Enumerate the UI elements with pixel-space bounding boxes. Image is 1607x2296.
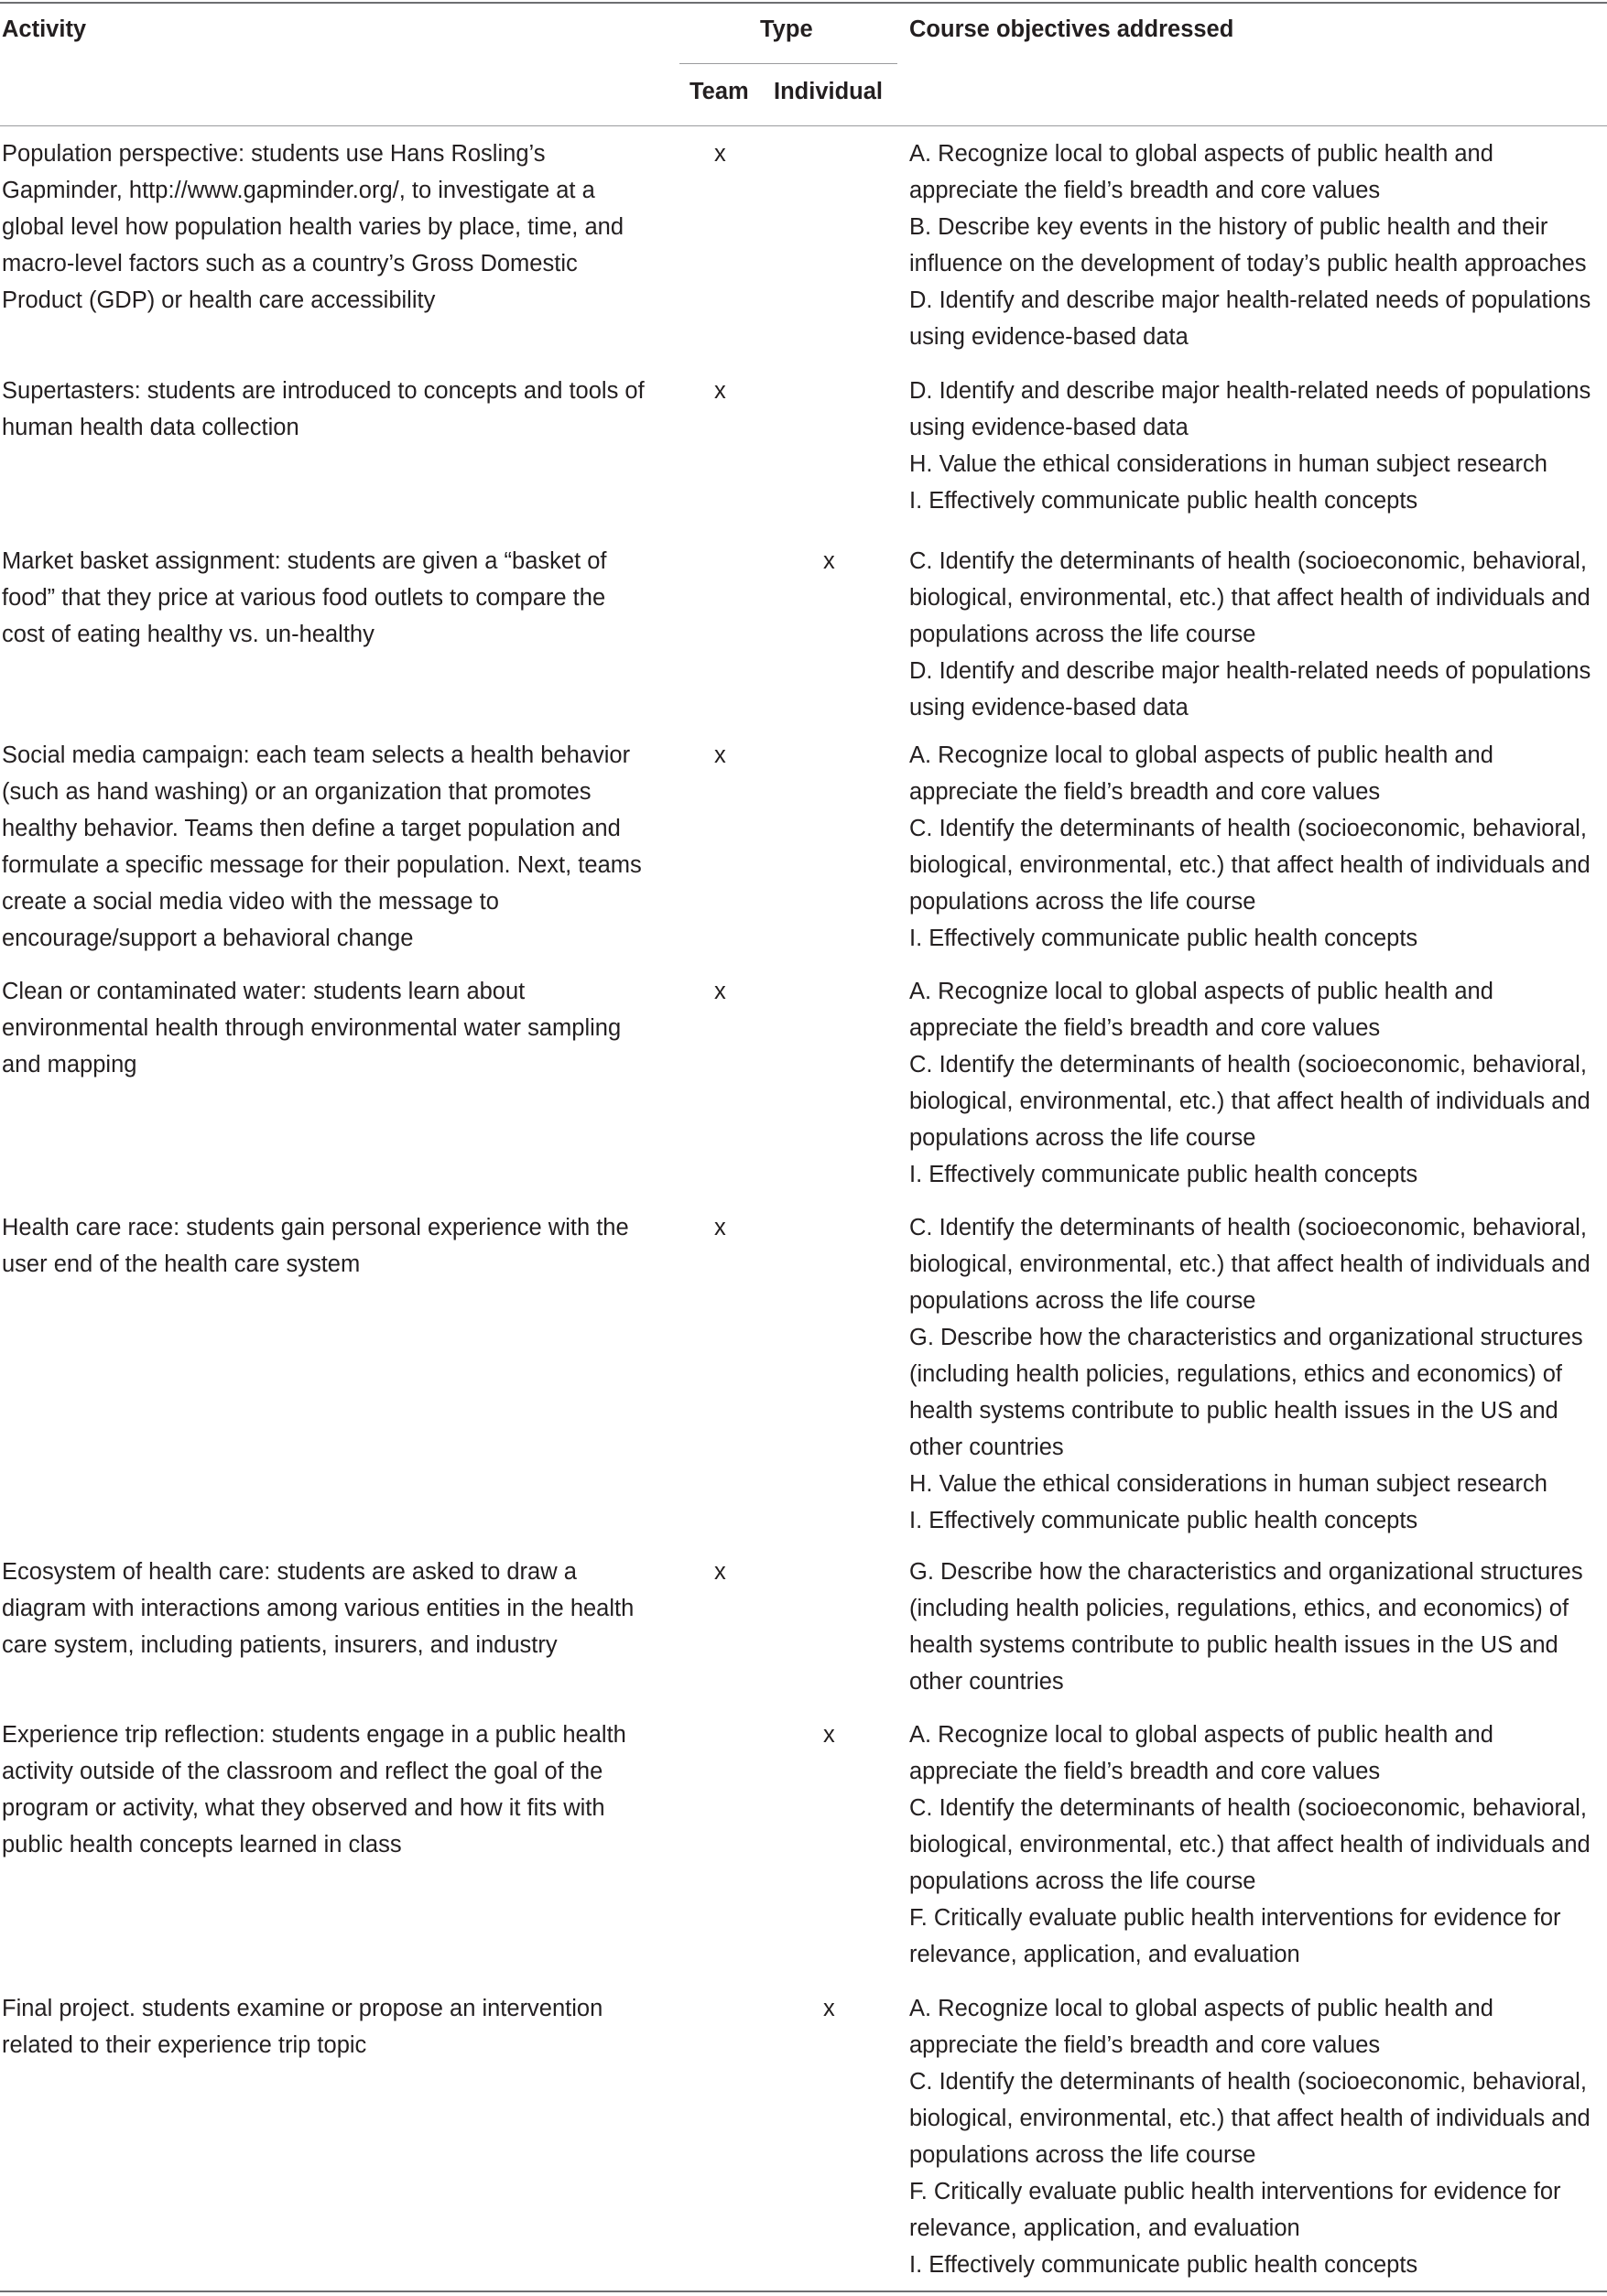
activity-line: user end of the health care system	[2, 1251, 361, 1277]
objectives-cell	[909, 973, 1591, 1193]
team-mark: x	[714, 141, 726, 167]
activity-line: encourage/support a behavioral change	[2, 926, 414, 951]
objective-line: D. Identify and describe major health-related needs of populations	[909, 658, 1591, 684]
activity-line: diagram with interactions among various entities in the health	[2, 1596, 635, 1621]
top-rule	[0, 2, 1607, 4]
objective-line: populations across the life course	[909, 1288, 1256, 1314]
header-individual: Individual	[774, 79, 884, 104]
team-mark: x	[714, 742, 726, 768]
team-mark: x	[714, 1215, 726, 1240]
individual-mark: x	[823, 1722, 835, 1748]
individual-mark: x	[823, 548, 835, 574]
objective-line: C. Identify the determinants of health (socioeconomic, behavioral,	[909, 1795, 1587, 1821]
objective-line: populations across the life course	[909, 889, 1256, 915]
activity-line: Ecosystem of health care: students are asked to draw a	[2, 1559, 577, 1585]
objective-line: G. Describe how the characteristics and organizational structures	[909, 1325, 1583, 1350]
activity-line: global level how population health varies by place, time, and	[2, 214, 624, 240]
objective-line: using evidence-based data	[909, 415, 1189, 440]
activity-cell	[2, 543, 607, 653]
activity-line: public health concepts learned in class	[2, 1832, 402, 1857]
type-subrule	[679, 63, 897, 64]
objective-line: biological, environmental, etc.) that affect health of individuals and	[909, 1088, 1591, 1114]
team-mark: x	[714, 378, 726, 404]
objectives-cell	[909, 1209, 1591, 1539]
activity-line: Clean or contaminated water: students learn about	[2, 979, 526, 1004]
objective-line: other countries	[909, 1669, 1064, 1695]
activity-line: care system, including patients, insurers, and industry	[2, 1632, 558, 1658]
objective-line: F. Critically evaluate public health interventions for evidence for	[909, 2179, 1561, 2204]
objective-line: G. Describe how the characteristics and organizational structures	[909, 1559, 1583, 1585]
objective-line: relevance, application, and evaluation	[909, 2215, 1300, 2241]
activity-line: Final project. students examine or propose an intervention	[2, 1996, 603, 2021]
activity-cell	[2, 1554, 634, 1663]
objectives-cell	[909, 543, 1591, 726]
objectives-cell	[909, 1554, 1583, 1700]
objective-line: C. Identify the determinants of health (socioeconomic, behavioral,	[909, 1052, 1587, 1078]
objective-line: appreciate the field’s breadth and core values	[909, 1015, 1381, 1041]
objective-line: using evidence-based data	[909, 324, 1189, 350]
objective-line: I. Effectively communicate public health concepts	[909, 926, 1418, 951]
objective-line: C. Identify the determinants of health (socioeconomic, behavioral,	[909, 816, 1587, 841]
bottom-rule	[0, 2291, 1607, 2292]
objectives-cell	[909, 373, 1591, 519]
activity-line: food” that they price at various food outlets to compare the	[2, 585, 606, 611]
objective-line: (including health policies, regulations, ethics, and economics) of	[909, 1596, 1569, 1621]
objectives-cell	[909, 737, 1591, 957]
objective-line: populations across the life course	[909, 1868, 1256, 1894]
objectives-cell	[909, 135, 1591, 355]
activity-cell	[2, 373, 645, 446]
objective-line: D. Identify and describe major health-related needs of populations	[909, 378, 1591, 404]
activity-line: Social media campaign: each team selects a health behavior	[2, 742, 631, 768]
individual-mark: x	[823, 1996, 835, 2021]
objective-line: biological, environmental, etc.) that affect health of individuals and	[909, 852, 1591, 878]
objective-line: populations across the life course	[909, 1125, 1256, 1151]
activity-cell	[2, 1717, 626, 1863]
objective-line: health systems contribute to public health issues in the US and	[909, 1398, 1558, 1424]
objective-line: populations across the life course	[909, 2142, 1256, 2168]
activity-cell	[2, 135, 624, 319]
activity-line: Health care race: students gain personal experience with the	[2, 1215, 629, 1240]
objective-line: A. Recognize local to global aspects of public health and	[909, 1996, 1493, 2021]
activity-cell	[2, 1209, 629, 1283]
objective-line: B. Describe key events in the history of public health and their	[909, 214, 1548, 240]
objective-line: I. Effectively communicate public health concepts	[909, 2252, 1418, 2278]
objective-line: A. Recognize local to global aspects of public health and	[909, 1722, 1493, 1748]
header-objectives: Course objectives addressed	[909, 16, 1234, 42]
objective-line: influence on the development of today’s public health approaches	[909, 251, 1587, 276]
activity-line: macro-level factors such as a country’s Gross Domestic	[2, 251, 578, 276]
objective-line: I. Effectively communicate public health concepts	[909, 1162, 1418, 1187]
objective-line: H. Value the ethical considerations in human subject research	[909, 451, 1547, 477]
objective-line: C. Identify the determinants of health (socioeconomic, behavioral,	[909, 2069, 1587, 2095]
objective-line: using evidence-based data	[909, 695, 1189, 720]
objective-line: biological, environmental, etc.) that affect health of individuals and	[909, 2106, 1591, 2131]
activity-line: Experience trip reflection: students engage in a public health	[2, 1722, 626, 1748]
objective-line: C. Identify the determinants of health (socioeconomic, behavioral,	[909, 548, 1587, 574]
activity-line: human health data collection	[2, 415, 299, 440]
header-type: Type	[760, 16, 813, 42]
objective-line: D. Identify and describe major health-related needs of populations	[909, 287, 1591, 313]
activity-line: activity outside of the classroom and reflect the goal of the	[2, 1759, 603, 1784]
activity-line: environmental health through environmental water sampling	[2, 1015, 622, 1041]
objective-line: A. Recognize local to global aspects of public health and	[909, 141, 1493, 167]
objective-line: A. Recognize local to global aspects of public health and	[909, 742, 1493, 768]
objective-line: A. Recognize local to global aspects of public health and	[909, 979, 1493, 1004]
activity-line: related to their experience trip topic	[2, 2032, 367, 2058]
activity-cell	[2, 973, 621, 1083]
objective-line: biological, environmental, etc.) that affect health of individuals and	[909, 1832, 1591, 1857]
objective-line: (including health policies, regulations, ethics and economics) of	[909, 1361, 1562, 1387]
activity-line: cost of eating healthy vs. un-healthy	[2, 622, 375, 647]
objective-line: appreciate the field’s breadth and core values	[909, 2032, 1381, 2058]
objectives-cell	[909, 1717, 1591, 1973]
objectives-cell	[909, 1990, 1591, 2283]
objective-line: I. Effectively communicate public health concepts	[909, 488, 1418, 514]
objective-line: populations across the life course	[909, 622, 1256, 647]
objective-line: C. Identify the determinants of health (socioeconomic, behavioral,	[909, 1215, 1587, 1240]
activity-cell	[2, 1990, 603, 2063]
activity-line: and mapping	[2, 1052, 137, 1078]
activity-line: Gapminder, http://www.gapminder.org/, to investigate at a	[2, 178, 595, 203]
activity-line: (such as hand washing) or an organization that promotes	[2, 779, 592, 805]
objective-line: biological, environmental, etc.) that affect health of individuals and	[909, 1251, 1591, 1277]
objective-line: appreciate the field’s breadth and core values	[909, 1759, 1381, 1784]
activity-line: create a social media video with the message to	[2, 889, 499, 915]
activity-cell	[2, 737, 642, 957]
activity-line: Market basket assignment: students are given a “basket of	[2, 548, 607, 574]
objective-line: appreciate the field’s breadth and core values	[909, 178, 1381, 203]
objective-line: biological, environmental, etc.) that affect health of individuals and	[909, 585, 1591, 611]
header-team: Team	[689, 79, 749, 104]
team-mark: x	[714, 1559, 726, 1585]
header-rule	[0, 125, 1607, 126]
objective-line: H. Value the ethical considerations in human subject research	[909, 1471, 1547, 1497]
team-mark: x	[714, 979, 726, 1004]
objective-line: health systems contribute to public health issues in the US and	[909, 1632, 1558, 1658]
objective-line: I. Effectively communicate public health concepts	[909, 1508, 1418, 1533]
activity-line: Population perspective: students use Hans Rosling’s	[2, 141, 546, 167]
objective-line: relevance, application, and evaluation	[909, 1942, 1300, 1967]
objective-line: F. Critically evaluate public health interventions for evidence for	[909, 1905, 1561, 1931]
activity-line: formulate a specific message for their population. Next, teams	[2, 852, 642, 878]
objective-line: other countries	[909, 1435, 1064, 1460]
activity-line: Supertasters: students are introduced to concepts and tools of	[2, 378, 645, 404]
header-activity: Activity	[2, 16, 87, 42]
objective-line: appreciate the field’s breadth and core values	[909, 779, 1381, 805]
activity-line: healthy behavior. Teams then define a target population and	[2, 816, 621, 841]
activity-line: program or activity, what they observed and how it fits with	[2, 1795, 605, 1821]
activity-line: Product (GDP) or health care accessibility	[2, 287, 436, 313]
